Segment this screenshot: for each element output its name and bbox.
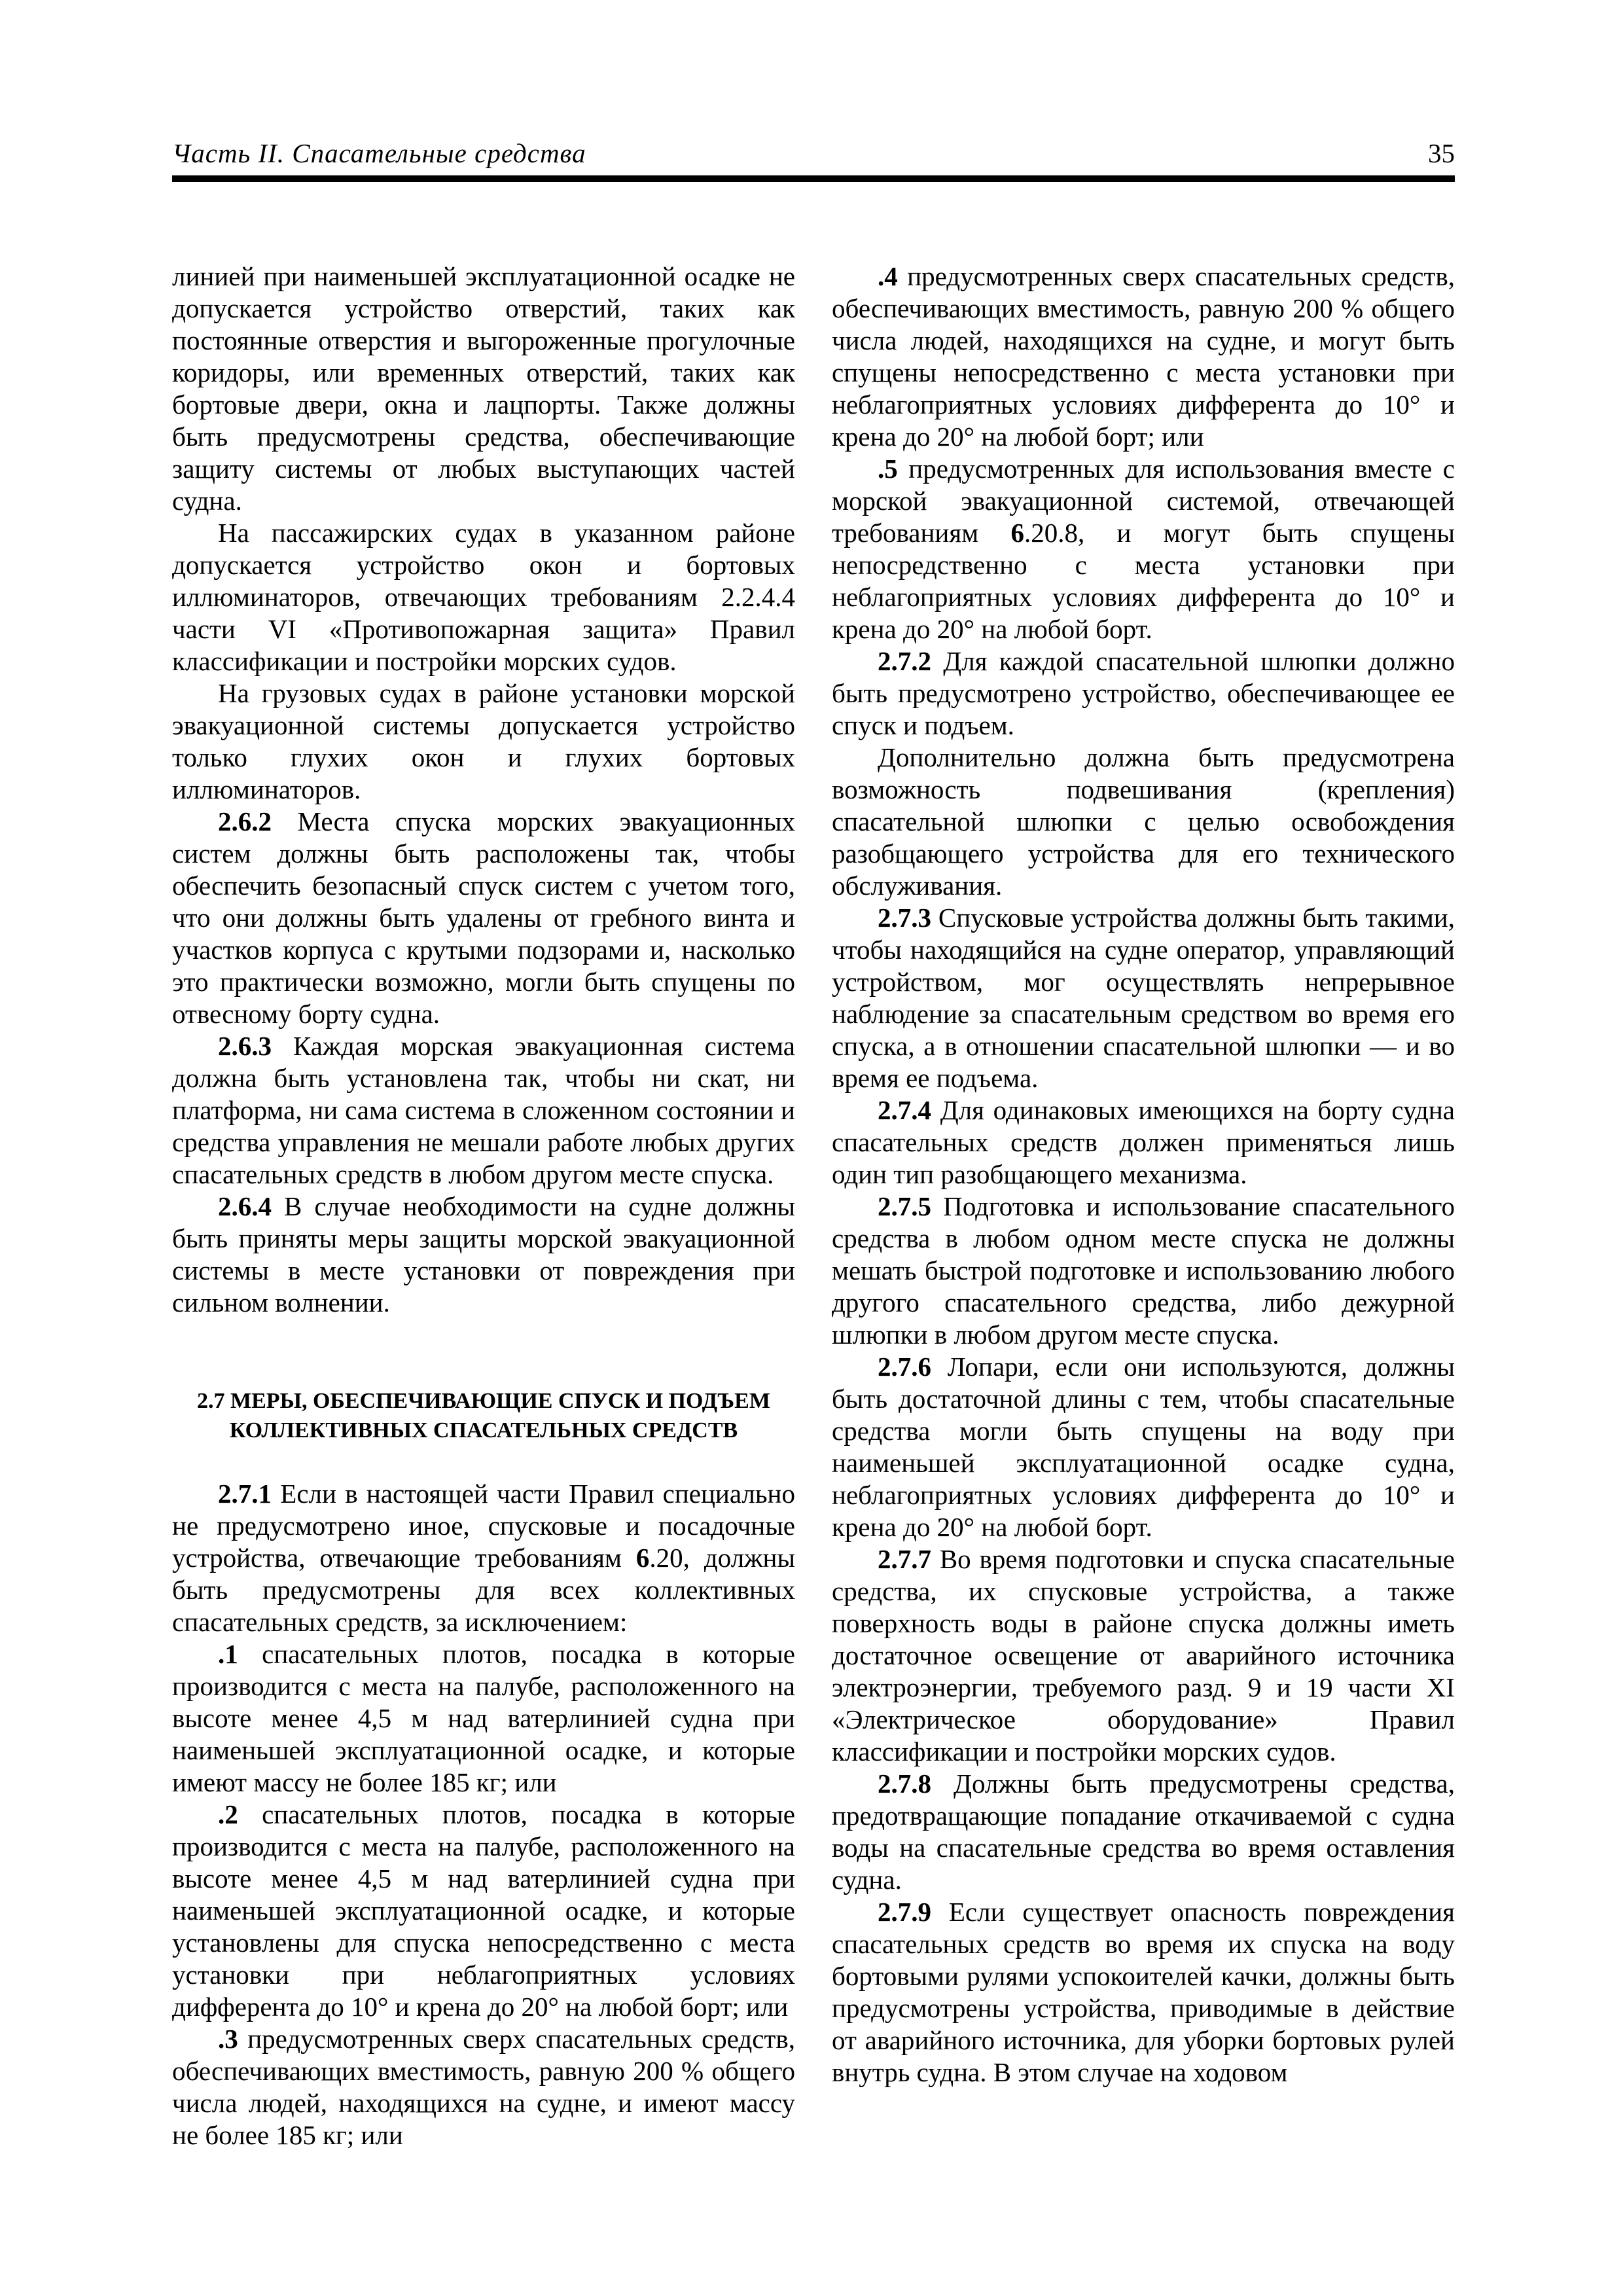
header-rule <box>172 175 1455 182</box>
left-column <box>172 260 795 2151</box>
running-header-title: Часть II. Спасательные средства <box>172 138 586 168</box>
paragraph: 2.7.9 Если существует опасность повреждения спасательных средств во время их спуска на воду бортовыми рулями успокоителей качки, должны быть предусмотрены устройства, приводимые в действие от аварийного источника, для уборки бортовых рулей внутрь судна. В этом случае на ходовом <box>832 1897 1455 2087</box>
paragraph: На грузовых судах в районе установки морской эвакуационной системы допускается устройство только глухих окон и глухих бортовых иллюминаторов. <box>172 678 795 804</box>
paragraph: линией при наименьшей эксплуатационной осадке не допускается устройство отверстий, таких как постоянные отверстия и выгороженные прогулочные коридоры, или временных отверстий, таких как бортовые двери, окна и лацпорты. Также должны быть предусмотрены средства, обеспечивающие защиту системы от любых выступающих частей судна. <box>172 261 795 516</box>
paragraph: 2.7.8 Должны быть предусмотрены средства, предотвращающие попадание откачиваемой с судна воды на спасательные средства во время оставления судна. <box>832 1768 1455 1895</box>
paragraph: 2.6.2 Места спуска морских эвакуационных систем должны быть расположены так, чтобы обеспечить безопасный спуск систем с учетом того, что они должны быть удалены от гребного винта и участков корпуса с крутыми подзорами и, насколько это практически возможно, могли быть спущены по отвесному борту судна. <box>172 806 795 1029</box>
paragraph: Дополнительно должна быть предусмотрена возможность подвешивания (крепления) спасательной шлюпки с целью освобождения разобщающего устройства для его технического обслуживания. <box>832 742 1455 901</box>
section-heading: 2.7 МЕРЫ, ОБЕСПЕЧИВАЮЩИЕ СПУСК И ПОДЪЕМ КОЛЛЕКТИВНЫХ СПАСАТЕЛЬНЫХ СРЕДСТВ <box>197 1389 770 1443</box>
paragraph: .1 спасательных плотов, посадка в которые производится с места на палубе, расположенного на высоте менее 4,5 м над ватерлинией судна при наименьшей эксплуатационной осадке, и которые имеют массу не более 185 кг; или <box>172 1639 795 1797</box>
paragraph: .3 предусмотренных сверх спасательных средств, обеспечивающих вместимость, равную 200 % общего числа людей, находящихся на судне, и имеют массу не более 185 кг; или <box>172 2024 795 2150</box>
paragraph: .4 предусмотренных сверх спасательных средств, обеспечивающих вместимость, равную 200 % общего числа людей, находящихся на судне, и могут быть спущены непосредственно с места установки при неблагоприятных условиях дифферента до 10° и крена до 20° на любой борт; или <box>832 261 1455 452</box>
paragraph: 2.7.4 Для одинаковых имеющихся на борту судна спасательных средств должен применяться лишь один тип разобщающего механизма. <box>832 1095 1455 1189</box>
paragraph: 2.7.3 Спусковые устройства должны быть такими, чтобы находящийся на судне оператор, управляющий устройством, мог осуществлять непрерывное наблюдение за спасательным средством во время его спуска, а в отношении спасательной шлюпки — и во время ее подъема. <box>832 903 1455 1093</box>
paragraph: 2.7.2 Для каждой спасательной шлюпки должно быть предусмотрено устройство, обеспечивающее ее спуск и подъем. <box>832 646 1455 740</box>
paragraph: 2.6.3 Каждая морская эвакуационная система должна быть установлена так, чтобы ни скат, ни платформа, ни сама система в сложенном состоянии и средства управления не мешали работе любых других спасательных средств в любом другом месте спуска. <box>172 1031 795 1189</box>
page-number: 35 <box>1428 138 1455 168</box>
paragraph: 2.6.4 В случае необходимости на судне должны быть приняты меры защиты морской эвакуационной системы в месте установки от повреждения при сильном волнении. <box>172 1191 795 1318</box>
page-body <box>172 260 1455 2151</box>
paragraph: На пассажирских судах в указанном районе допускается устройство окон и бортовых иллюминаторов, отвечающих требованиям 2.2.4.4 части VI «Противопожарная защита» Правил классификации и постройки морских судов. <box>172 518 795 676</box>
paragraph: 2.7.5 Подготовка и использование спасательного средства в любом одном месте спуска не должны мешать быстрой подготовке и использованию любого другого спасательного средства, либо дежурной шлюпки в любом другом месте спуска. <box>832 1191 1455 1350</box>
paragraph: .5 предусмотренных для использования вместе с морской эвакуационной системой, отвечающей требованиям 6.20.8, и могут быть спущены непосредственно с места установки при неблагоприятных условиях дифферента до 10° и крена до 20° на любой борт. <box>832 454 1455 644</box>
right-column <box>832 260 1455 2151</box>
paragraph: 2.7.6 Лопари, если они используются, должны быть достаточной длины с тем, чтобы спасательные средства могли быть спущены на воду при наименьшей эксплуатационной осадке судна, неблагоприятных условиях дифферента до 10° и крена до 20° на любой борт. <box>832 1352 1455 1542</box>
paragraph: 2.7.7 Во время подготовки и спуска спасательные средства, их спусковые устройства, а также поверхность воды в районе спуска должны иметь достаточное освещение от аварийного источника электроэнергии, требуемого разд. 9 и 19 части XI «Электрическое оборудование» Правил классификации и постройки морских судов. <box>832 1544 1455 1767</box>
running-header <box>172 137 1455 169</box>
paragraph: 2.7.1 Если в настоящей части Правил специально не предусмотрено иное, спусковые и посадочные устройства, отвечающие требованиям 6.20, должны быть предусмотрены для всех коллективных спасательных средств, за исключением: <box>172 1479 795 1637</box>
paragraph: .2 спасательных плотов, посадка в которые производится с места на палубе, расположенного на высоте менее 4,5 м над ватерлинией судна при наименьшей эксплуатационной осадке, и которые установлены для спуска непосредственно с места установки при неблагоприятных условиях дифферента до 10° и крена до 20° на любой борт; или <box>172 1799 795 2022</box>
